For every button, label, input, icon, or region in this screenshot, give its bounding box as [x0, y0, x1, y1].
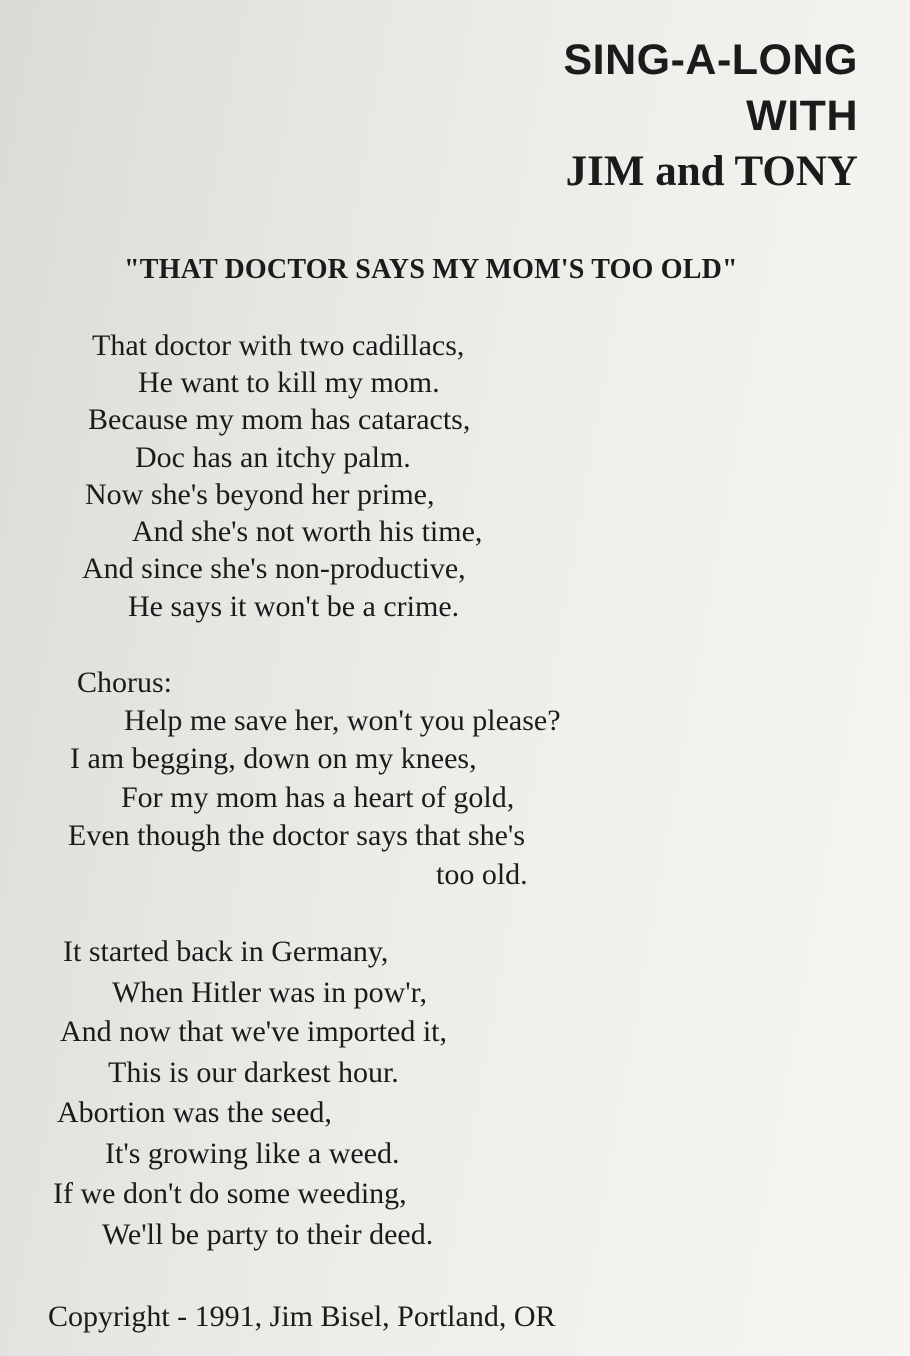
- verse1-line-2: He want to kill my mom.: [138, 366, 440, 399]
- verse1-line-4: Doc has an itchy palm.: [135, 441, 411, 474]
- chorus-label: Chorus:: [77, 666, 173, 699]
- verse2-line-8: We'll be party to their deed.: [102, 1218, 434, 1251]
- verse1-line-5: Now she's beyond her prime,: [85, 478, 435, 511]
- verse1-line-8: He says it won't be a crime.: [128, 590, 460, 623]
- verse1-line-7: And since she's non-productive,: [82, 552, 466, 585]
- verse1-line-6: And she's not worth his time,: [132, 515, 483, 548]
- chorus-line-2: I am begging, down on my knees,: [70, 742, 477, 775]
- verse1-line-3: Because my mom has cataracts,: [88, 403, 471, 436]
- verse2-line-6: It's growing like a weed.: [105, 1137, 400, 1170]
- verse2-line-4: This is our darkest hour.: [108, 1056, 399, 1089]
- header-line-2: WITH: [746, 92, 858, 140]
- chorus-line-4: Even though the doctor says that she's: [68, 819, 525, 852]
- header-line-3: JIM and TONY: [565, 148, 858, 195]
- verse1-line-1: That doctor with two cadillacs,: [92, 329, 465, 362]
- chorus-line-1: Help me save her, won't you please?: [124, 704, 561, 737]
- page-header: [563, 32, 858, 200]
- verse2-line-7: If we don't do some weeding,: [53, 1177, 407, 1210]
- header-line-1: SING-A-LONG: [563, 36, 858, 84]
- chorus-line-3: For my mom has a heart of gold,: [121, 781, 515, 814]
- verse2-line-5: Abortion was the seed,: [57, 1096, 332, 1129]
- chorus-line-5: too old.: [436, 858, 528, 891]
- verse2-line-1: It started back in Germany,: [63, 935, 389, 968]
- verse2-line-2: When Hitler was in pow'r,: [112, 976, 427, 1009]
- copyright-line: Copyright - 1991, Jim Bisel, Portland, OR: [48, 1300, 556, 1333]
- verse2-line-3: And now that we've imported it,: [60, 1015, 447, 1048]
- song-title: "THAT DOCTOR SAYS MY MOM'S TOO OLD": [124, 254, 738, 285]
